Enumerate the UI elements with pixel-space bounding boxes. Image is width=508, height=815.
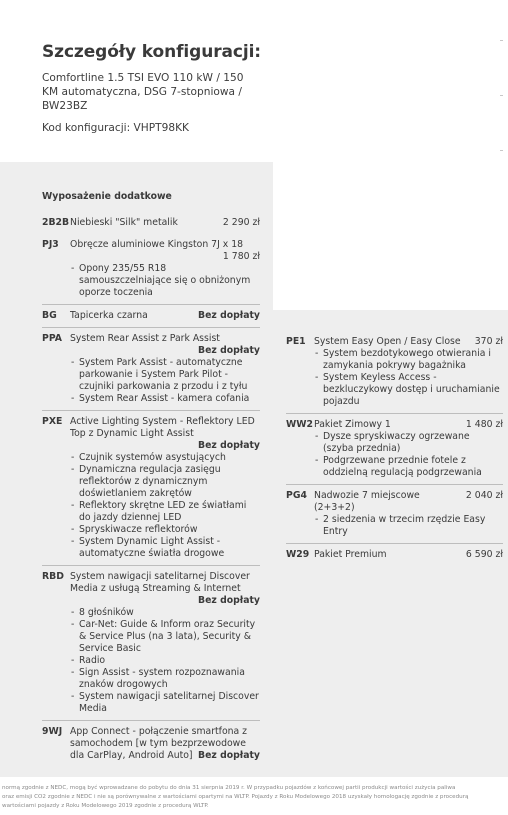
option-row [286,544,503,566]
option-row [42,411,260,566]
option-name [70,239,260,251]
option-name-text: Nadwozie 7 miejscowe (2+3+2) [314,490,420,513]
feature-list [314,348,503,408]
option-name [70,571,260,595]
option-name-text: System nawigacji satelitarnej Discover Media z usługą Streaming & Internet [70,571,250,594]
feature-item: - Czujnik systemów asystujących [70,452,260,464]
option-row [42,566,260,721]
section-title: Wyposażenie dodatkowe [42,191,172,202]
feature-list [314,514,503,538]
feature-item: - System Park Assist - automatyczne parkowanie i System Park Pilot - czujniki parkowania z przodu i z tyłu [70,357,260,393]
feature-item: - System Dynamic Light Assist - automatyczne światła drogowe [70,536,260,560]
option-name-text: Obręcze aluminiowe Kingston 7J x 18 [70,239,244,250]
feature-item: - System Keyless Access - bezkluczykowy dostęp i uruchamianie pojazdu [314,372,503,408]
footnote-line: wartościami pojazdy z Roku Modelowego 2019 zgodnie z procedurą WLTP. [2,803,209,809]
feature-item: - Sign Assist - system rozpoznawania znaków drogowych [70,667,260,691]
feature-item: - Opony 235/55 R18 samouszczelniające się o obniżonym oporze toczenia [70,263,260,299]
option-row [42,305,260,328]
feature-item: - Dysze spryskiwaczy ogrzewane (szyba przednia) [314,431,503,455]
feature-item: - 8 głośników [70,607,260,619]
footnotes [0,784,508,811]
configuration-code: Kod konfiguracji: VHPT98KK [42,122,189,134]
option-code: W29 [286,549,310,560]
option-price: 1 480 zł [465,419,503,430]
option-code: WW2 [286,419,313,430]
option-code: PXE [42,416,63,427]
option-row [42,212,260,234]
footnote-line: normą zgodnie z NEDC, mogą być wprowadzane do pobytu do dnia 31 sierpnia 2019 r. W przypadku pojazdów z końcowej partii produkcji wartości zużycia paliwa [2,785,456,791]
feature-item: - Radio [70,655,260,667]
option-code: 2B2B [42,217,70,228]
feature-item: - System bezdotykowego otwierania i zamykania pokrywy bagażnika [314,348,503,372]
feature-list [70,357,260,405]
equipment-left-column [42,191,260,767]
option-name [70,416,260,440]
configuration-header [42,42,482,135]
margin-mark [500,40,503,41]
option-row [286,336,503,414]
option-name-text: Active Lighting System - Reflektory LED Top z Dynamic Light Assist [70,416,255,439]
option-name [70,310,260,322]
option-price: 1 780 zł [222,251,260,262]
option-code: PE1 [286,336,306,347]
option-code: BG [42,310,57,321]
equipment-right-column [286,336,503,566]
option-price: Bez dopłaty [198,595,260,606]
feature-list [314,431,503,479]
option-name [70,726,260,762]
option-name-text: Niebieski "Silk" metalik [70,217,178,228]
feature-item: - Reflektory skrętne LED ze światłami do jazdy dziennej LED [70,500,260,524]
option-name-text: App Connect - połączenie smartfona z samochodem [w tym bezprzewodowe dla CarPlay, Android Auto] [70,726,248,761]
feature-list [70,607,260,715]
option-price: Bez dopłaty [198,310,260,321]
option-name [314,419,503,431]
model-description [42,71,482,135]
option-code: 9WJ [42,726,63,737]
feature-item: - Spryskiwacze reflektorów [70,524,260,536]
option-row [42,328,260,411]
page-title: Szczegóły konfiguracji: [42,42,262,62]
option-name-text: Tapicerka czarna [70,310,148,321]
option-row [42,721,260,767]
option-name [314,336,503,348]
feature-item: - Car-Net: Guide & Inform oraz Security & Service Plus (na 3 lata), Security & Service Basic [70,619,260,655]
option-code: PJ3 [42,239,59,250]
option-price: Bez dopłaty [198,440,260,451]
option-name [314,549,503,561]
option-price: 2 290 zł [222,217,260,228]
model-line: Comfortline 1.5 TSI EVO 110 kW / 150 [42,72,244,84]
option-name-text: System Rear Assist z Park Assist [70,333,220,344]
option-code: PPA [42,333,62,344]
model-line: BW23BZ [42,100,88,112]
option-name-text: Pakiet Premium [314,549,387,560]
option-price: Bez dopłaty [198,345,260,356]
feature-list [70,452,260,560]
option-name [70,333,260,345]
option-code: PG4 [286,490,307,501]
option-row [286,485,503,544]
feature-item: - System Rear Assist - kamera cofania [70,393,260,405]
feature-item: - Podgrzewane przednie fotele z oddzielną regulacją podgrzewania [314,455,503,479]
feature-item: - 2 siedzenia w trzecim rzędzie Easy Entry [314,514,503,538]
option-name-text: System Easy Open / Easy Close [314,336,461,347]
option-price: Bez dopłaty [198,750,260,761]
feature-list [70,263,260,299]
option-name [314,490,503,514]
option-name [70,217,260,229]
feature-item: - System nawigacji satelitarnej Discover Media [70,691,260,715]
footnote-line: oraz emisji CO2 zgodnie z NEDC i nie są porównywalne z wartościami opartymi na WLTP. Pojazdy z Roku Modelowego 2018 uzyskały homologację zgodnie z procedurą [2,794,469,800]
option-code: RBD [42,571,64,582]
option-price: 6 590 zł [465,549,503,560]
option-name-text: Pakiet Zimowy 1 [314,419,391,430]
option-price: 370 zł [474,336,503,347]
margin-mark [500,150,503,151]
margin-mark [500,95,503,96]
model-line: KM automatyczna, DSG 7-stopniowa / [42,86,242,98]
option-row [42,234,260,305]
option-price: 2 040 zł [465,490,503,501]
feature-item: - Dynamiczna regulacja zasięgu reflektorów z dynamicznym doświetlaniem zakrętów [70,464,260,500]
option-row [286,414,503,485]
